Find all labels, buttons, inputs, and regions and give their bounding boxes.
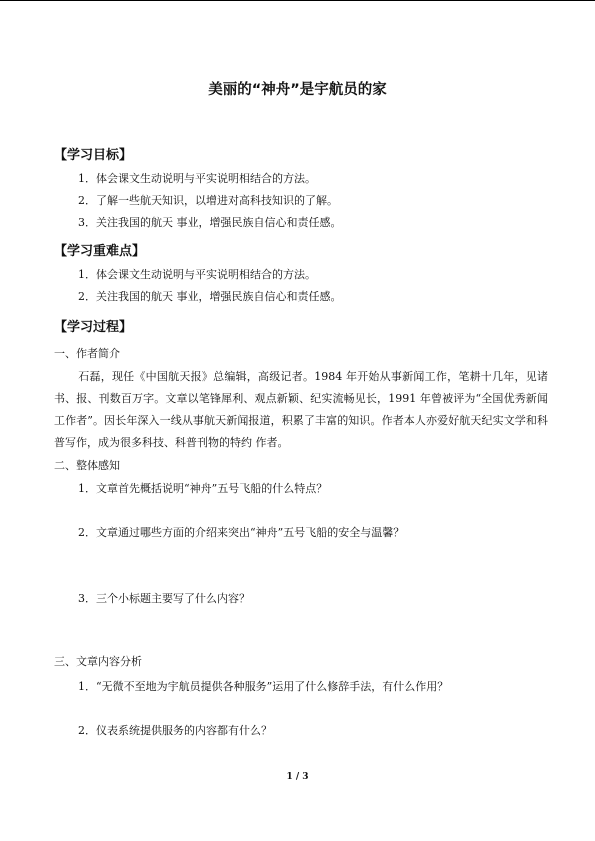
- key-points-section: [0, 240, 595, 308]
- key-point-item: 2．关注我国的航天 事业，增强民族自信心和责任感。: [78, 290, 342, 303]
- author-heading: 一、作者简介: [54, 347, 120, 360]
- process-section: [0, 316, 595, 335]
- author-text: 石磊，现任《中国航天报》总编辑，高级记者。1984 年开始从事新闻工作，笔耕十几年，见诸书、报、刊数百万字。文章以笔锋犀利、观点新颖、纪实流畅见长，1991 年曾被评为“全国优秀新闻工作者”。因长年深入一线从事航天新闻报道，积累了丰富的知识。作者本人亦爱好航天纪实文学和科普写作，成为很多科技、科普刊物的特约 作者。: [54, 370, 548, 449]
- author-paragraph: [54, 366, 548, 454]
- author-section: [0, 344, 595, 454]
- goal-item: 3．关注我国的航天 事业，增强民族自信心和责任感。: [78, 216, 342, 229]
- page-number: 1 / 3: [286, 772, 309, 782]
- process-heading: 【学习过程】: [54, 320, 133, 335]
- question-item: 2．仪表系统提供服务的内容都有什么？: [78, 724, 272, 737]
- question-item: 3．三个小标题主要写了什么内容？: [78, 592, 250, 605]
- top-rule: [0, 0, 595, 1]
- question-item: 1．文章首先概括说明“神舟”五号飞船的什么特点？: [78, 482, 328, 495]
- goals-heading: 【学习目标】: [54, 148, 133, 163]
- overall-section: [0, 456, 595, 476]
- analysis-heading: 三、文章内容分析: [54, 655, 142, 668]
- page-title: 美丽的“神舟”是宇航员的家: [208, 82, 387, 98]
- analysis-section: [0, 652, 595, 672]
- goal-item: 2．了解一些航天知识，以增进对高科技知识的了解。: [78, 194, 338, 207]
- overall-heading: 二、整体感知: [54, 459, 120, 472]
- question-item: 2．文章通过哪些方面的介绍来突出“神舟”五号飞船的安全与温馨？: [78, 526, 405, 539]
- key-point-item: 1．体会课文生动说明与平实说明相结合的方法。: [78, 268, 316, 281]
- question-item: 1．“无微不至地为宇航员提供各种服务”运用了什么修辞手法，有什么作用？: [78, 680, 449, 693]
- goal-item: 1．体会课文生动说明与平实说明相结合的方法。: [78, 172, 316, 185]
- key-points-heading: 【学习重难点】: [54, 244, 146, 259]
- goals-section: [0, 144, 595, 234]
